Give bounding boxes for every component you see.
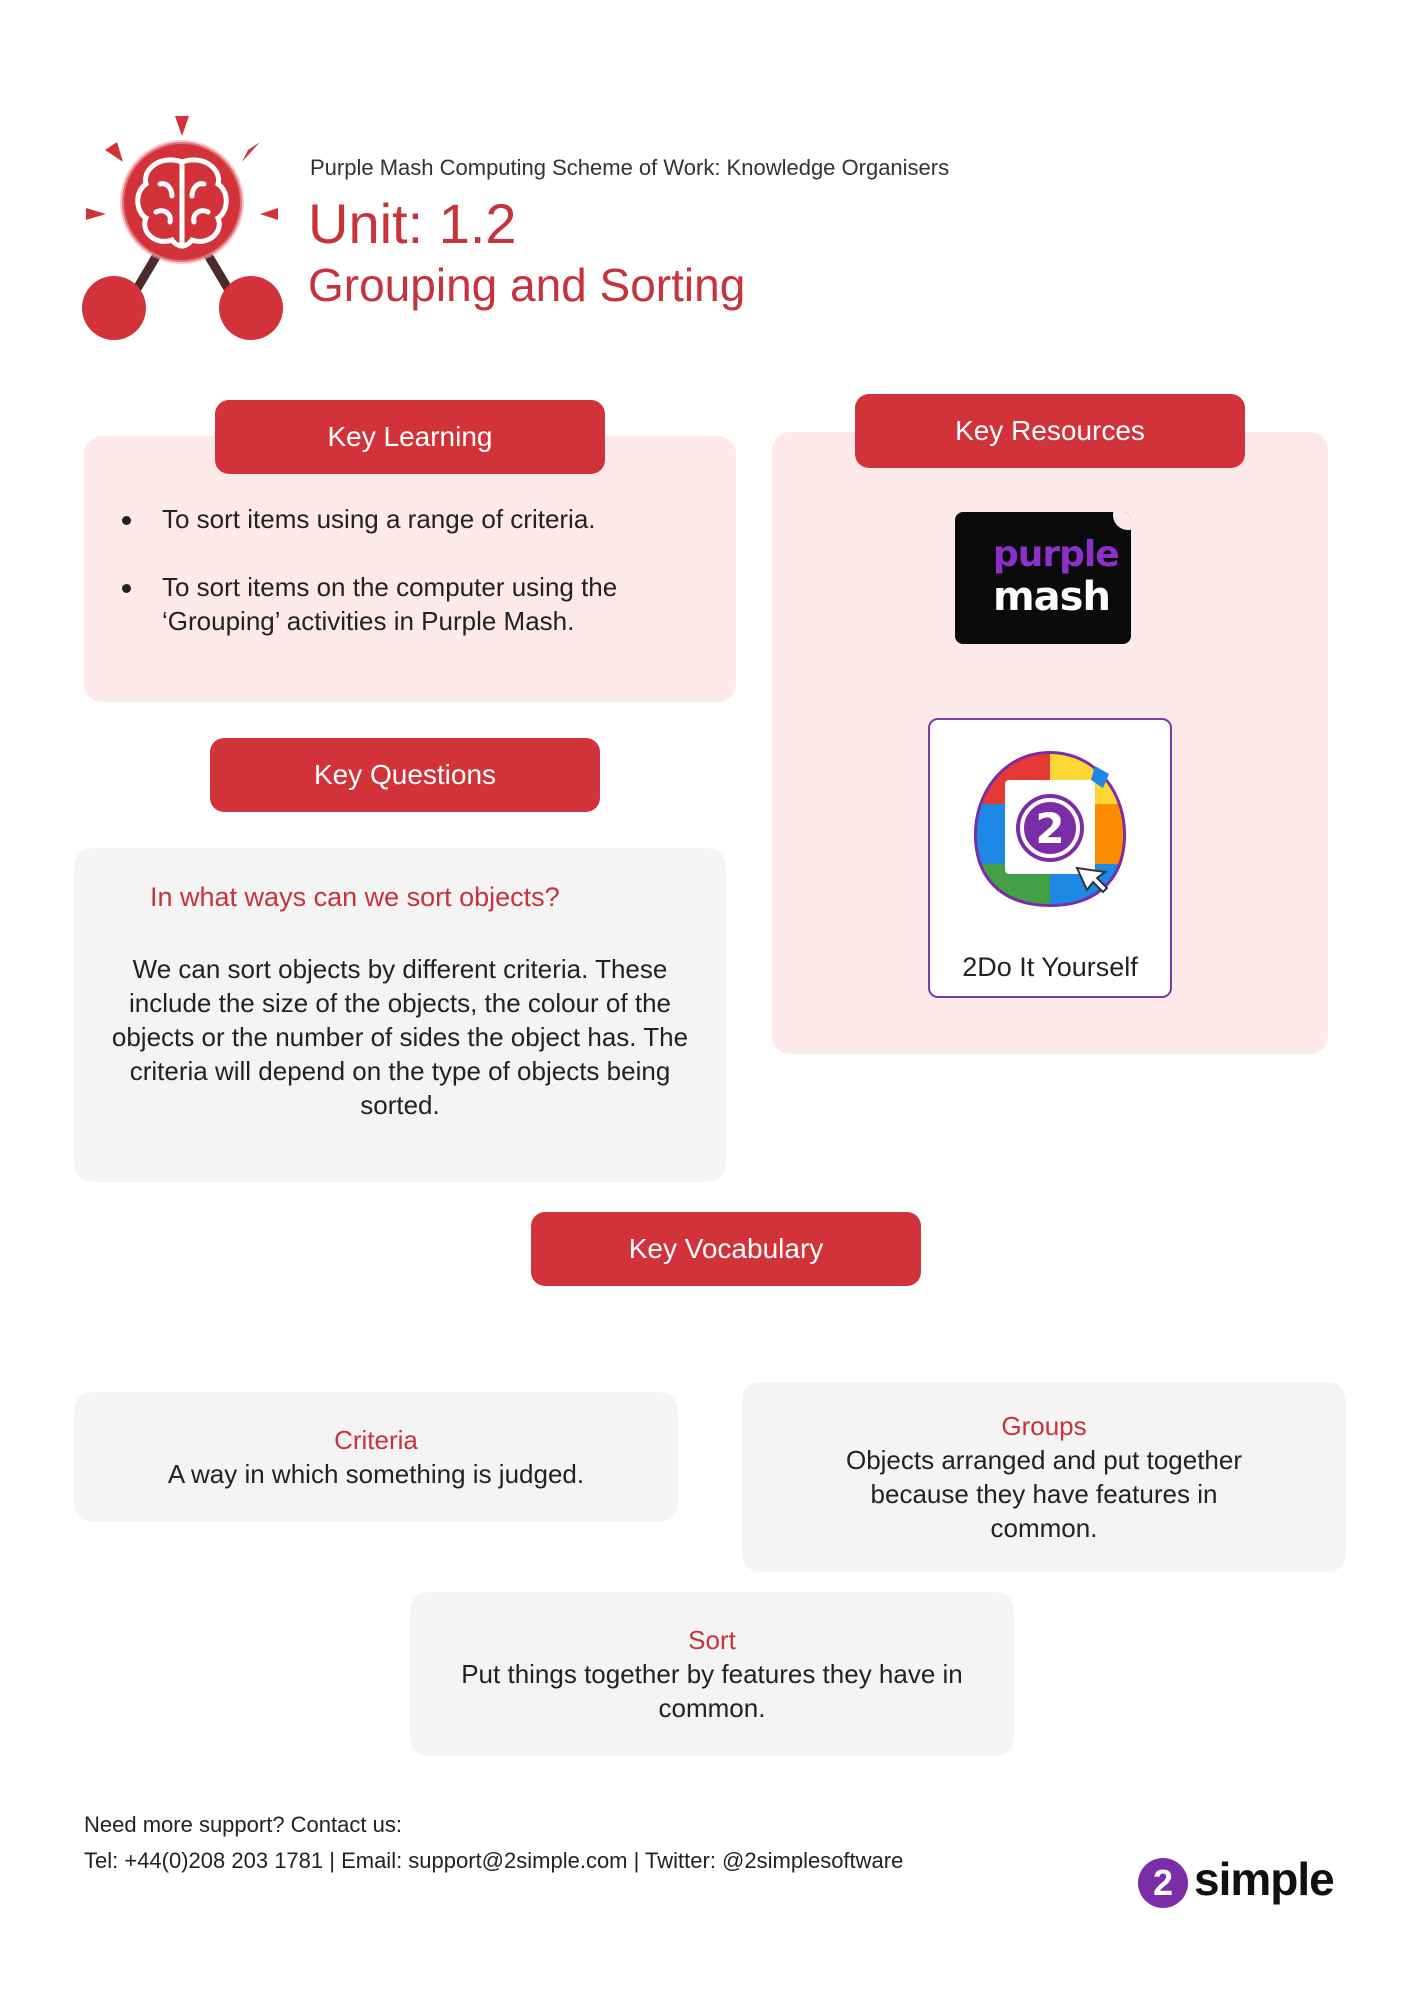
purple-mash-word-mash: mash [993, 574, 1110, 620]
purple-mash-word-purple: purple [993, 534, 1119, 575]
support-contact-details: Tel: +44(0)208 203 1781 | Email: support@2simple.com | Twitter: @2simplesoftware [84, 1848, 904, 1873]
key-questions-heading: Key Questions [210, 738, 600, 812]
vocab-term: Criteria [334, 1425, 418, 1455]
vocab-definition: Objects arranged and put together because they have features in common. [845, 1445, 1243, 1543]
vocab-definition: A way in which something is judged. [167, 1459, 585, 1489]
vocab-card-groups [742, 1382, 1346, 1572]
vocab-term: Sort [688, 1625, 736, 1655]
vocab-card-sort [410, 1592, 1014, 1756]
page-topic: Grouping and Sorting [308, 259, 746, 311]
key-learning-list [118, 502, 708, 672]
vocab-definition: Put things together by features they have in common. [461, 1659, 963, 1723]
page-title: Unit: 1.2 [308, 192, 517, 255]
header-subtitle: Purple Mash Computing Scheme of Work: Knowledge Organisers [310, 155, 950, 180]
2do-it-yourself-label: 2Do It Yourself [962, 952, 1138, 982]
key-learning-heading: Key Learning [215, 400, 605, 474]
2simple-logo-word: simple [1194, 1853, 1334, 1905]
key-answer: We can sort objects by different criteria. These include the size of the objects, the colour of the objects or the number of sides the object has. The criteria will depend on the type of objects being sorted. [111, 954, 689, 1120]
bullet-icon [122, 584, 131, 593]
purple-mash-logo[interactable] [955, 512, 1131, 644]
support-heading: Need more support? Contact us: [84, 1812, 402, 1837]
key-vocabulary-heading: Key Vocabulary [531, 1212, 921, 1286]
svg-text:2: 2 [1035, 804, 1065, 853]
key-resources-heading: Key Resources [855, 394, 1245, 468]
2do-it-yourself-card[interactable] [928, 718, 1172, 998]
2simple-logo-circle: 2 [1138, 1858, 1188, 1908]
list-item: To sort items on the computer using the ‘Grouping’ activities in Purple Mash. [118, 570, 708, 638]
vocab-term: Groups [1001, 1411, 1087, 1441]
key-question: In what ways can we sort objects? [150, 882, 560, 912]
2simple-logo [1136, 1852, 1336, 1916]
bullet-icon [122, 516, 131, 525]
brain-network-icon [80, 112, 285, 347]
vocab-card-criteria [74, 1392, 678, 1522]
2do-it-yourself-icon [965, 744, 1135, 914]
list-item: To sort items using a range of criteria. [118, 502, 708, 536]
